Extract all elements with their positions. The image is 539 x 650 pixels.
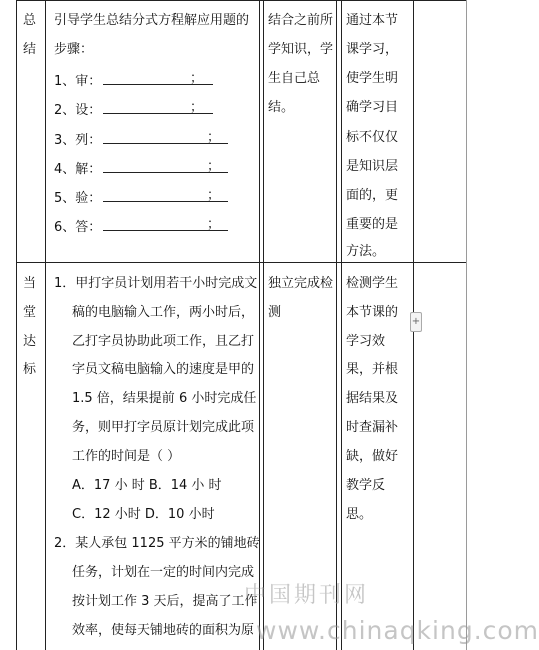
design-intent-line: 重要的是	[346, 217, 399, 232]
step-item	[54, 217, 228, 236]
question-1-line: 字员文稿电脑输入的速度是甲的	[72, 362, 255, 377]
design-intent-line: 标不仅仅	[346, 130, 399, 145]
table-left-border	[16, 0, 17, 650]
question-1-line: 1.5 倍，结果提前 6 小时完成任	[72, 391, 257, 406]
design-intent-line: 确学习目	[346, 100, 399, 115]
step-end-mark: ；	[207, 130, 221, 145]
plus-icon[interactable]: +	[410, 312, 422, 332]
step-end-mark: ；	[190, 71, 204, 86]
design-intent-line: 教学反	[346, 478, 386, 493]
watermark-url: www.chinaqking.com	[256, 616, 539, 645]
design-intent-line: 检测学生	[346, 276, 399, 291]
student-activity-line: 学知识，学	[268, 42, 334, 57]
design-intent-line: 课学习，	[346, 42, 399, 57]
column-divider-2	[259, 0, 260, 650]
student-activity-line: 结合之前所	[268, 13, 334, 28]
step-end-mark: ；	[190, 100, 204, 115]
question-1-line: 乙打字员协助此项工作，且乙打	[72, 334, 255, 349]
step-label: 4、解：	[54, 162, 102, 177]
design-intent-line: 时查漏补	[346, 420, 399, 435]
column-divider-3	[263, 0, 264, 650]
row-header-practice-2: 堂	[23, 305, 37, 320]
design-intent-line: 面的，更	[346, 188, 399, 203]
question-1-line: 1．甲打字员计划用若干小时完成文	[54, 276, 258, 291]
step-end-mark: ；	[207, 159, 221, 174]
row-header-practice-3: 达	[23, 334, 37, 349]
student-activity-line: 生自己总	[268, 71, 321, 86]
question-2-line: 效率，使每天铺地砖的面积为原	[72, 623, 255, 638]
step-label: 5、验：	[54, 191, 102, 206]
row-header-practice-4: 标	[23, 362, 37, 377]
step-end-mark: ；	[207, 188, 221, 203]
step-label: 2、设：	[54, 103, 102, 118]
design-intent-line: 通过本节	[346, 13, 399, 28]
design-intent-line: 学习效	[346, 334, 386, 349]
question-1-line: 稿的电脑输入工作，两小时后，	[72, 305, 255, 320]
step-item	[54, 159, 228, 178]
question-2-line: 任务，计划在一定的时间内完成	[72, 565, 255, 580]
step-label: 1、审：	[54, 74, 102, 89]
row-header-summary-2: 结	[23, 42, 37, 57]
design-intent-line: 据结果及	[346, 391, 399, 406]
student-activity-line: 独立完成检	[268, 276, 334, 291]
student-activity-line: 测	[268, 305, 282, 320]
row-header-practice-1: 当	[23, 276, 37, 291]
question-2-line: 按计划工作 3 天后，提高了工作	[72, 594, 258, 609]
design-intent-line: 使学生明	[346, 71, 399, 86]
page-edge	[466, 0, 467, 650]
student-activity-line: 结。	[268, 100, 295, 115]
design-intent-line: 本节课的	[346, 305, 399, 320]
question-1-line: 务，则甲打字员原计划完成此项	[72, 420, 255, 435]
question-1-option-line: C．12 小时 D．10 小时	[72, 507, 215, 522]
design-intent-line: 方法。	[346, 244, 386, 259]
step-label: 6、答：	[54, 220, 102, 235]
column-divider-4	[336, 0, 337, 650]
step-item	[54, 130, 228, 149]
design-intent-line: 果，并根	[346, 362, 399, 377]
step-item	[54, 188, 228, 207]
step-end-mark: ；	[207, 217, 221, 232]
activity-intro-line: 步骤：	[54, 42, 94, 57]
question-1-line: 工作的时间是（ ）	[72, 449, 181, 464]
row-divider	[16, 262, 466, 263]
column-divider-5	[341, 0, 342, 650]
activity-intro-line: 引导学生总结分式方程解应用题的	[54, 13, 250, 28]
question-1-option-line: A．17 小 时 B．14 小 时	[72, 478, 222, 493]
step-label: 3、列：	[54, 133, 102, 148]
column-divider-1	[45, 0, 46, 650]
question-2-line: 2．某人承包 1125 平方米的铺地砖	[54, 536, 260, 551]
row-header-summary-1: 总	[23, 13, 37, 28]
table-top-border	[16, 0, 466, 1]
watermark-text: 中国期刊网	[244, 583, 370, 608]
design-intent-line: 缺，做好	[346, 449, 399, 464]
design-intent-line: 是知识层	[346, 159, 399, 174]
design-intent-line: 思。	[346, 507, 373, 522]
